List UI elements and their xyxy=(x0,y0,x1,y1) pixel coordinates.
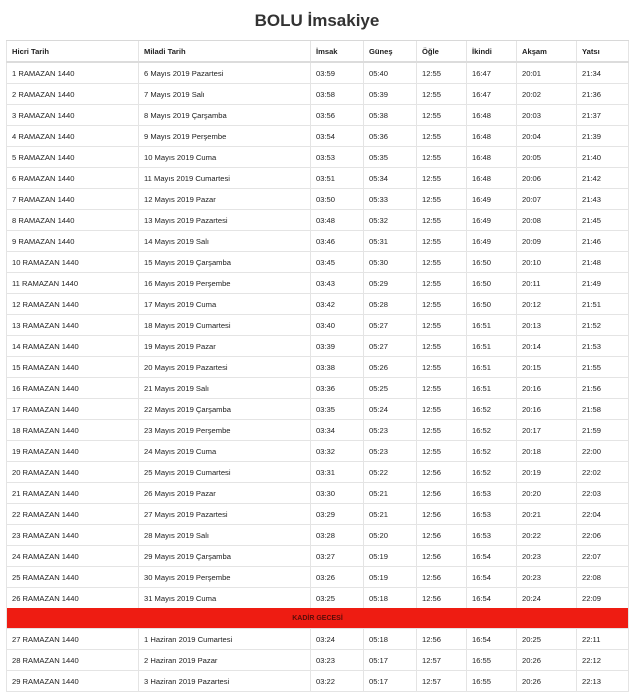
cell-hicri-tarih: 25 RAMAZAN 1440 xyxy=(7,567,139,588)
cell-gunes: 05:19 xyxy=(364,546,417,567)
cell-miladi-tarih: 21 Mayıs 2019 Salı xyxy=(139,378,311,399)
cell-hicri-tarih: 7 RAMAZAN 1440 xyxy=(7,189,139,210)
cell-aksam: 20:25 xyxy=(517,629,577,650)
cell-miladi-tarih: 17 Mayıs 2019 Cuma xyxy=(139,294,311,315)
cell-miladi-tarih: 22 Mayıs 2019 Çarşamba xyxy=(139,399,311,420)
cell-gunes: 05:23 xyxy=(364,420,417,441)
cell-ikindi: 16:50 xyxy=(467,273,517,294)
table-row xyxy=(7,231,629,252)
cell-ikindi: 16:55 xyxy=(467,671,517,692)
cell-imsak: 03:54 xyxy=(311,126,364,147)
cell-ikindi: 16:52 xyxy=(467,462,517,483)
cell-miladi-tarih: 24 Mayıs 2019 Cuma xyxy=(139,441,311,462)
cell-miladi-tarih: 7 Mayıs 2019 Salı xyxy=(139,84,311,105)
cell-aksam: 20:12 xyxy=(517,294,577,315)
cell-ikindi: 16:53 xyxy=(467,504,517,525)
cell-aksam: 20:18 xyxy=(517,441,577,462)
cell-yatsi: 21:36 xyxy=(577,84,629,105)
cell-hicri-tarih: 16 RAMAZAN 1440 xyxy=(7,378,139,399)
cell-hicri-tarih: 14 RAMAZAN 1440 xyxy=(7,336,139,357)
cell-aksam: 20:21 xyxy=(517,504,577,525)
cell-hicri-tarih: 29 RAMAZAN 1440 xyxy=(7,671,139,692)
cell-ikindi: 16:52 xyxy=(467,441,517,462)
cell-ogle: 12:55 xyxy=(417,399,467,420)
kadir-gecesi-label: KADİR GECESİ xyxy=(7,608,629,629)
cell-imsak: 03:53 xyxy=(311,147,364,168)
cell-hicri-tarih: 22 RAMAZAN 1440 xyxy=(7,504,139,525)
cell-ogle: 12:55 xyxy=(417,105,467,126)
cell-imsak: 03:30 xyxy=(311,483,364,504)
cell-ogle: 12:55 xyxy=(417,147,467,168)
cell-miladi-tarih: 30 Mayıs 2019 Perşembe xyxy=(139,567,311,588)
cell-yatsi: 22:13 xyxy=(577,671,629,692)
cell-yatsi: 21:34 xyxy=(577,62,629,84)
cell-gunes: 05:27 xyxy=(364,315,417,336)
cell-yatsi: 21:40 xyxy=(577,147,629,168)
cell-miladi-tarih: 20 Mayıs 2019 Pazartesi xyxy=(139,357,311,378)
cell-ogle: 12:56 xyxy=(417,483,467,504)
table-header-row xyxy=(7,41,629,63)
cell-miladi-tarih: 18 Mayıs 2019 Cumartesi xyxy=(139,315,311,336)
table-row xyxy=(7,588,629,609)
table-row xyxy=(7,357,629,378)
cell-gunes: 05:17 xyxy=(364,650,417,671)
cell-aksam: 20:16 xyxy=(517,399,577,420)
cell-miladi-tarih: 11 Mayıs 2019 Cumartesi xyxy=(139,168,311,189)
cell-ogle: 12:55 xyxy=(417,210,467,231)
cell-yatsi: 21:58 xyxy=(577,399,629,420)
cell-hicri-tarih: 9 RAMAZAN 1440 xyxy=(7,231,139,252)
cell-miladi-tarih: 27 Mayıs 2019 Pazartesi xyxy=(139,504,311,525)
cell-aksam: 20:11 xyxy=(517,273,577,294)
table-row xyxy=(7,105,629,126)
header-hicri-tarih: Hicri Tarih xyxy=(7,41,139,63)
imsakiye-table xyxy=(6,40,629,692)
cell-miladi-tarih: 12 Mayıs 2019 Pazar xyxy=(139,189,311,210)
cell-miladi-tarih: 29 Mayıs 2019 Çarşamba xyxy=(139,546,311,567)
cell-aksam: 20:13 xyxy=(517,315,577,336)
cell-imsak: 03:36 xyxy=(311,378,364,399)
cell-aksam: 20:08 xyxy=(517,210,577,231)
cell-hicri-tarih: 2 RAMAZAN 1440 xyxy=(7,84,139,105)
header-gunes: Güneş xyxy=(364,41,417,63)
cell-gunes: 05:25 xyxy=(364,378,417,399)
cell-imsak: 03:29 xyxy=(311,504,364,525)
cell-aksam: 20:23 xyxy=(517,546,577,567)
cell-hicri-tarih: 13 RAMAZAN 1440 xyxy=(7,315,139,336)
cell-yatsi: 22:12 xyxy=(577,650,629,671)
table-row xyxy=(7,189,629,210)
table-row xyxy=(7,420,629,441)
cell-ikindi: 16:50 xyxy=(467,294,517,315)
cell-miladi-tarih: 16 Mayıs 2019 Perşembe xyxy=(139,273,311,294)
cell-imsak: 03:35 xyxy=(311,399,364,420)
cell-gunes: 05:23 xyxy=(364,441,417,462)
cell-ikindi: 16:48 xyxy=(467,147,517,168)
cell-miladi-tarih: 15 Mayıs 2019 Çarşamba xyxy=(139,252,311,273)
table-row xyxy=(7,294,629,315)
cell-hicri-tarih: 15 RAMAZAN 1440 xyxy=(7,357,139,378)
cell-aksam: 20:02 xyxy=(517,84,577,105)
cell-aksam: 20:22 xyxy=(517,525,577,546)
cell-ogle: 12:55 xyxy=(417,84,467,105)
cell-ogle: 12:55 xyxy=(417,315,467,336)
cell-ikindi: 16:54 xyxy=(467,629,517,650)
cell-yatsi: 21:49 xyxy=(577,273,629,294)
cell-aksam: 20:17 xyxy=(517,420,577,441)
table-row xyxy=(7,273,629,294)
cell-aksam: 20:26 xyxy=(517,650,577,671)
table-row xyxy=(7,168,629,189)
cell-gunes: 05:33 xyxy=(364,189,417,210)
cell-gunes: 05:22 xyxy=(364,462,417,483)
header-yatsi: Yatsı xyxy=(577,41,629,63)
cell-ikindi: 16:49 xyxy=(467,189,517,210)
cell-hicri-tarih: 6 RAMAZAN 1440 xyxy=(7,168,139,189)
cell-imsak: 03:45 xyxy=(311,252,364,273)
cell-imsak: 03:31 xyxy=(311,462,364,483)
cell-gunes: 05:27 xyxy=(364,336,417,357)
table-row xyxy=(7,147,629,168)
cell-miladi-tarih: 8 Mayıs 2019 Çarşamba xyxy=(139,105,311,126)
cell-yatsi: 21:43 xyxy=(577,189,629,210)
cell-imsak: 03:26 xyxy=(311,567,364,588)
cell-ikindi: 16:55 xyxy=(467,650,517,671)
cell-yatsi: 22:00 xyxy=(577,441,629,462)
cell-aksam: 20:24 xyxy=(517,588,577,609)
cell-yatsi: 21:45 xyxy=(577,210,629,231)
cell-hicri-tarih: 10 RAMAZAN 1440 xyxy=(7,252,139,273)
cell-gunes: 05:18 xyxy=(364,588,417,609)
cell-imsak: 03:43 xyxy=(311,273,364,294)
page-title: BOLU İmsakiye xyxy=(254,11,380,30)
cell-ogle: 12:56 xyxy=(417,588,467,609)
cell-miladi-tarih: 31 Mayıs 2019 Cuma xyxy=(139,588,311,609)
cell-miladi-tarih: 14 Mayıs 2019 Salı xyxy=(139,231,311,252)
table-row xyxy=(7,84,629,105)
cell-imsak: 03:42 xyxy=(311,294,364,315)
table-row xyxy=(7,546,629,567)
cell-ogle: 12:55 xyxy=(417,252,467,273)
cell-ikindi: 16:49 xyxy=(467,231,517,252)
cell-ogle: 12:55 xyxy=(417,126,467,147)
cell-aksam: 20:06 xyxy=(517,168,577,189)
cell-miladi-tarih: 10 Mayıs 2019 Cuma xyxy=(139,147,311,168)
cell-yatsi: 21:59 xyxy=(577,420,629,441)
cell-miladi-tarih: 1 Haziran 2019 Cumartesi xyxy=(139,629,311,650)
header-miladi-tarih: Miladi Tarih xyxy=(139,41,311,63)
cell-imsak: 03:24 xyxy=(311,629,364,650)
cell-gunes: 05:32 xyxy=(364,210,417,231)
table-body xyxy=(7,62,629,692)
header-imsak: İmsak xyxy=(311,41,364,63)
cell-ogle: 12:55 xyxy=(417,189,467,210)
cell-imsak: 03:38 xyxy=(311,357,364,378)
cell-ogle: 12:55 xyxy=(417,420,467,441)
cell-hicri-tarih: 23 RAMAZAN 1440 xyxy=(7,525,139,546)
cell-aksam: 20:16 xyxy=(517,378,577,399)
cell-gunes: 05:39 xyxy=(364,84,417,105)
cell-aksam: 20:15 xyxy=(517,357,577,378)
cell-imsak: 03:50 xyxy=(311,189,364,210)
cell-hicri-tarih: 5 RAMAZAN 1440 xyxy=(7,147,139,168)
cell-gunes: 05:36 xyxy=(364,126,417,147)
cell-aksam: 20:20 xyxy=(517,483,577,504)
cell-imsak: 03:46 xyxy=(311,231,364,252)
table-row xyxy=(7,629,629,650)
cell-yatsi: 21:51 xyxy=(577,294,629,315)
cell-gunes: 05:17 xyxy=(364,671,417,692)
cell-hicri-tarih: 28 RAMAZAN 1440 xyxy=(7,650,139,671)
cell-gunes: 05:29 xyxy=(364,273,417,294)
cell-yatsi: 22:08 xyxy=(577,567,629,588)
cell-miladi-tarih: 13 Mayıs 2019 Pazartesi xyxy=(139,210,311,231)
cell-miladi-tarih: 28 Mayıs 2019 Salı xyxy=(139,525,311,546)
cell-gunes: 05:21 xyxy=(364,483,417,504)
cell-gunes: 05:19 xyxy=(364,567,417,588)
cell-gunes: 05:21 xyxy=(364,504,417,525)
table-row xyxy=(7,210,629,231)
cell-ikindi: 16:52 xyxy=(467,399,517,420)
cell-gunes: 05:28 xyxy=(364,294,417,315)
cell-yatsi: 22:04 xyxy=(577,504,629,525)
table-row xyxy=(7,525,629,546)
cell-ogle: 12:55 xyxy=(417,62,467,84)
cell-aksam: 20:01 xyxy=(517,62,577,84)
cell-hicri-tarih: 11 RAMAZAN 1440 xyxy=(7,273,139,294)
cell-ikindi: 16:48 xyxy=(467,168,517,189)
cell-ogle: 12:55 xyxy=(417,336,467,357)
cell-ogle: 12:55 xyxy=(417,273,467,294)
cell-ikindi: 16:51 xyxy=(467,378,517,399)
table-row xyxy=(7,567,629,588)
cell-imsak: 03:56 xyxy=(311,105,364,126)
cell-ikindi: 16:50 xyxy=(467,252,517,273)
cell-hicri-tarih: 27 RAMAZAN 1440 xyxy=(7,629,139,650)
cell-imsak: 03:27 xyxy=(311,546,364,567)
cell-ogle: 12:56 xyxy=(417,504,467,525)
cell-yatsi: 21:52 xyxy=(577,315,629,336)
cell-ogle: 12:55 xyxy=(417,357,467,378)
cell-miladi-tarih: 2 Haziran 2019 Pazar xyxy=(139,650,311,671)
cell-gunes: 05:38 xyxy=(364,105,417,126)
cell-yatsi: 22:07 xyxy=(577,546,629,567)
cell-aksam: 20:19 xyxy=(517,462,577,483)
cell-ogle: 12:55 xyxy=(417,441,467,462)
cell-ikindi: 16:47 xyxy=(467,62,517,84)
cell-aksam: 20:09 xyxy=(517,231,577,252)
cell-ogle: 12:57 xyxy=(417,671,467,692)
header-ikindi: İkindi xyxy=(467,41,517,63)
cell-ikindi: 16:53 xyxy=(467,483,517,504)
cell-ogle: 12:56 xyxy=(417,629,467,650)
cell-aksam: 20:26 xyxy=(517,671,577,692)
cell-ogle: 12:56 xyxy=(417,525,467,546)
cell-imsak: 03:23 xyxy=(311,650,364,671)
cell-hicri-tarih: 19 RAMAZAN 1440 xyxy=(7,441,139,462)
cell-hicri-tarih: 24 RAMAZAN 1440 xyxy=(7,546,139,567)
cell-gunes: 05:20 xyxy=(364,525,417,546)
cell-ikindi: 16:48 xyxy=(467,105,517,126)
cell-yatsi: 21:48 xyxy=(577,252,629,273)
cell-miladi-tarih: 23 Mayıs 2019 Perşembe xyxy=(139,420,311,441)
cell-hicri-tarih: 12 RAMAZAN 1440 xyxy=(7,294,139,315)
table-row xyxy=(7,441,629,462)
table-row xyxy=(7,650,629,671)
cell-yatsi: 22:09 xyxy=(577,588,629,609)
cell-imsak: 03:28 xyxy=(311,525,364,546)
cell-imsak: 03:22 xyxy=(311,671,364,692)
cell-yatsi: 22:03 xyxy=(577,483,629,504)
cell-yatsi: 22:02 xyxy=(577,462,629,483)
cell-ikindi: 16:48 xyxy=(467,126,517,147)
cell-ogle: 12:56 xyxy=(417,462,467,483)
cell-aksam: 20:05 xyxy=(517,147,577,168)
cell-imsak: 03:59 xyxy=(311,62,364,84)
cell-ogle: 12:55 xyxy=(417,231,467,252)
cell-gunes: 05:40 xyxy=(364,62,417,84)
cell-miladi-tarih: 9 Mayıs 2019 Perşembe xyxy=(139,126,311,147)
cell-hicri-tarih: 4 RAMAZAN 1440 xyxy=(7,126,139,147)
cell-ikindi: 16:53 xyxy=(467,525,517,546)
cell-hicri-tarih: 17 RAMAZAN 1440 xyxy=(7,399,139,420)
cell-aksam: 20:07 xyxy=(517,189,577,210)
cell-ikindi: 16:51 xyxy=(467,315,517,336)
table-row xyxy=(7,671,629,692)
cell-ogle: 12:57 xyxy=(417,650,467,671)
kadir-gecesi-row xyxy=(7,608,629,629)
cell-ikindi: 16:54 xyxy=(467,567,517,588)
cell-gunes: 05:26 xyxy=(364,357,417,378)
cell-imsak: 03:58 xyxy=(311,84,364,105)
table-row xyxy=(7,399,629,420)
cell-hicri-tarih: 21 RAMAZAN 1440 xyxy=(7,483,139,504)
cell-ikindi: 16:52 xyxy=(467,420,517,441)
cell-yatsi: 21:42 xyxy=(577,168,629,189)
cell-aksam: 20:03 xyxy=(517,105,577,126)
cell-aksam: 20:04 xyxy=(517,126,577,147)
table-row xyxy=(7,483,629,504)
cell-hicri-tarih: 8 RAMAZAN 1440 xyxy=(7,210,139,231)
header-ogle: Öğle xyxy=(417,41,467,63)
cell-ogle: 12:56 xyxy=(417,567,467,588)
cell-yatsi: 21:56 xyxy=(577,378,629,399)
cell-ikindi: 16:47 xyxy=(467,84,517,105)
cell-imsak: 03:32 xyxy=(311,441,364,462)
cell-miladi-tarih: 19 Mayıs 2019 Pazar xyxy=(139,336,311,357)
cell-gunes: 05:24 xyxy=(364,399,417,420)
table-row xyxy=(7,504,629,525)
cell-yatsi: 21:39 xyxy=(577,126,629,147)
cell-miladi-tarih: 3 Haziran 2019 Pazartesi xyxy=(139,671,311,692)
cell-hicri-tarih: 3 RAMAZAN 1440 xyxy=(7,105,139,126)
cell-aksam: 20:10 xyxy=(517,252,577,273)
cell-yatsi: 21:46 xyxy=(577,231,629,252)
cell-ogle: 12:55 xyxy=(417,168,467,189)
cell-imsak: 03:40 xyxy=(311,315,364,336)
cell-imsak: 03:51 xyxy=(311,168,364,189)
cell-imsak: 03:34 xyxy=(311,420,364,441)
table-row xyxy=(7,126,629,147)
cell-yatsi: 21:37 xyxy=(577,105,629,126)
cell-imsak: 03:48 xyxy=(311,210,364,231)
table-row xyxy=(7,462,629,483)
cell-ogle: 12:55 xyxy=(417,378,467,399)
table-row xyxy=(7,62,629,84)
cell-ikindi: 16:49 xyxy=(467,210,517,231)
cell-imsak: 03:39 xyxy=(311,336,364,357)
cell-ogle: 12:56 xyxy=(417,546,467,567)
cell-hicri-tarih: 26 RAMAZAN 1440 xyxy=(7,588,139,609)
table-row xyxy=(7,315,629,336)
cell-aksam: 20:23 xyxy=(517,567,577,588)
cell-gunes: 05:18 xyxy=(364,629,417,650)
cell-imsak: 03:25 xyxy=(311,588,364,609)
cell-miladi-tarih: 26 Mayıs 2019 Pazar xyxy=(139,483,311,504)
table-row xyxy=(7,252,629,273)
cell-ikindi: 16:51 xyxy=(467,357,517,378)
cell-yatsi: 21:53 xyxy=(577,336,629,357)
cell-yatsi: 21:55 xyxy=(577,357,629,378)
table-row xyxy=(7,336,629,357)
cell-ikindi: 16:54 xyxy=(467,546,517,567)
table-row xyxy=(7,378,629,399)
cell-hicri-tarih: 20 RAMAZAN 1440 xyxy=(7,462,139,483)
cell-aksam: 20:14 xyxy=(517,336,577,357)
cell-hicri-tarih: 18 RAMAZAN 1440 xyxy=(7,420,139,441)
cell-miladi-tarih: 25 Mayıs 2019 Cumartesi xyxy=(139,462,311,483)
cell-ogle: 12:55 xyxy=(417,294,467,315)
cell-yatsi: 22:06 xyxy=(577,525,629,546)
cell-ikindi: 16:54 xyxy=(467,588,517,609)
cell-hicri-tarih: 1 RAMAZAN 1440 xyxy=(7,62,139,84)
header-aksam: Akşam xyxy=(517,41,577,63)
cell-gunes: 05:31 xyxy=(364,231,417,252)
cell-ikindi: 16:51 xyxy=(467,336,517,357)
cell-yatsi: 22:11 xyxy=(577,629,629,650)
cell-miladi-tarih: 6 Mayıs 2019 Pazartesi xyxy=(139,62,311,84)
cell-gunes: 05:34 xyxy=(364,168,417,189)
cell-gunes: 05:35 xyxy=(364,147,417,168)
cell-gunes: 05:30 xyxy=(364,252,417,273)
